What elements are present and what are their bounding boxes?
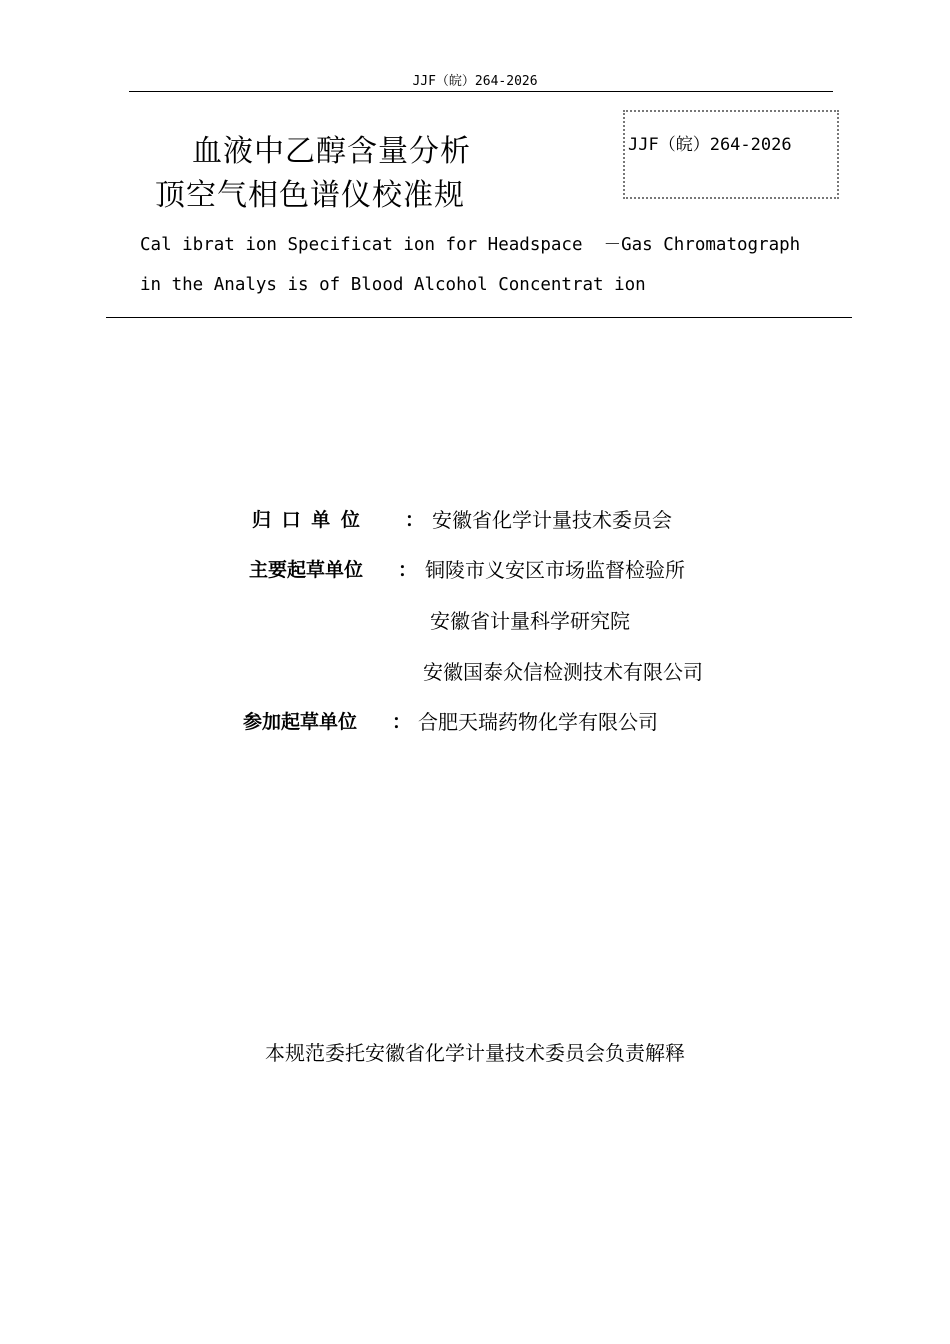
main-drafter-label: 主要起草单位 bbox=[249, 559, 364, 581]
title-line-1: 血液中乙醇含量分析 bbox=[192, 134, 471, 169]
title-rule bbox=[106, 317, 852, 318]
responsible-label: 归 口 单 位 bbox=[252, 509, 362, 531]
document-code: JJF（皖）264-2026 bbox=[628, 135, 792, 155]
responsible-unit: 安徽省化学计量技术委员会 bbox=[432, 508, 672, 532]
header-rule bbox=[129, 91, 833, 92]
english-title-line-2: in the Analys is of Blood Alcohol Concentrat ion bbox=[140, 275, 646, 295]
main-drafter-1: 铜陵市义安区市场监督检验所 bbox=[425, 558, 685, 582]
english-title-line-1: Cal ibrat ion Specificat ion for Headspace －Gas Chromatograph bbox=[140, 235, 801, 255]
participating-unit: 合肥天瑞药物化学有限公司 bbox=[418, 710, 658, 734]
main-drafter-colon: ： bbox=[398, 559, 418, 581]
interpretation-note: 本规范委托安徽省化学计量技术委员会负责解释 bbox=[265, 1041, 685, 1065]
running-header: JJF（皖）264-2026 bbox=[412, 74, 538, 89]
participating-label: 参加起草单位 bbox=[243, 711, 358, 733]
participating-colon: ： bbox=[392, 711, 412, 733]
main-drafter-3: 安徽国泰众信检测技术有限公司 bbox=[423, 660, 703, 684]
main-drafter-2: 安徽省计量科学研究院 bbox=[430, 609, 630, 633]
title-line-2: 顶空气相色谱仪校准规 bbox=[155, 178, 465, 213]
responsible-colon: ： bbox=[405, 509, 425, 531]
